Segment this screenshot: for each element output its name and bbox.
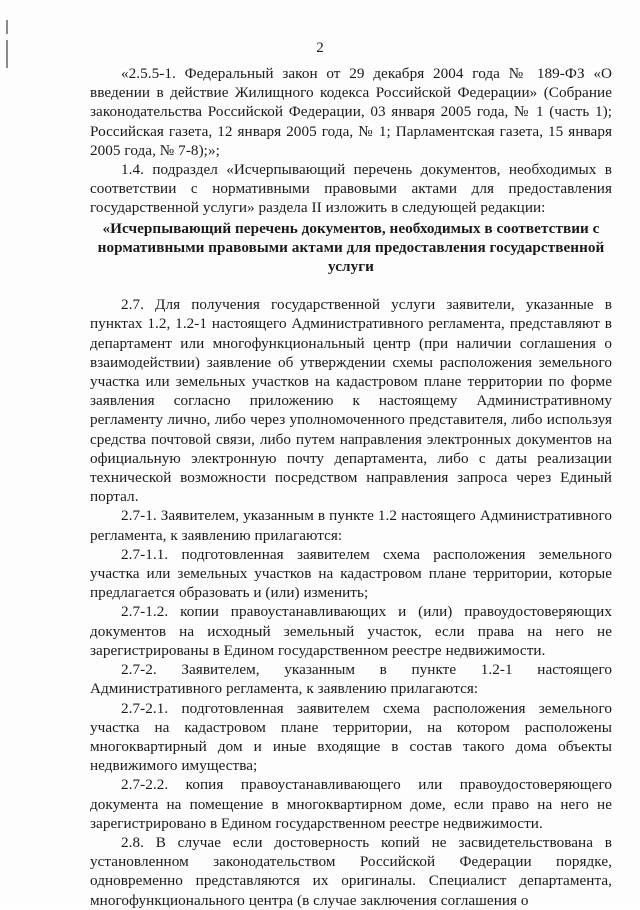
paragraph-2-7-1-2: 2.7-1.2. копии правоустанавливающих и (или) правоудостоверяющих документов на исходный земельный участок, если права на него не зарегистрированы в Едином государственном реестре недвижимости.	[90, 603, 612, 659]
paragraph-1-4: 1.4. подраздел «Исчерпывающий перечень документов, необходимых в соответствии с нормативными правовыми актами для предоставления государственной услуги» раздела II изложить в следующей редакции:	[90, 161, 612, 217]
paragraph-2-7-2: 2.7-2. Заявителем, указанным в пункте 1.2-1 настоящего Административного регламента, к заявлению прилагаются:	[90, 661, 612, 698]
section-heading: «Исчерпывающий перечень документов, необходимых в соответствии с нормативными правовыми актами для предоставления государственной услуги	[97, 219, 605, 276]
paragraph-2-7-2-2: 2.7-2.2. копия правоустанавливающего или правоудостоверяющего документа на помещение в многоквартирном доме, если право на него не зарегистрировано в Едином государственном реестре недвижимости.	[90, 776, 612, 832]
paragraph-2-5-5-1: «2.5.5-1. Федеральный закон от 29 декабря 2004 года № 189-ФЗ «О введении в действие Жилищного кодекса Российской Федерации» (Собрание законодательства Российской Федерации, 03 января 2005 года, № 1 (часть 1); Российская газета, 12 января 2005 года, № 1; Парламентская газета, 15 января 2005 года, № 7-8);»;	[90, 65, 612, 159]
document-body	[90, 64, 612, 910]
paragraph-2-7: 2.7. Для получения государственной услуги заявители, указанные в пунктах 1.2, 1.2-1 настоящего Административного регламента, представляют в департамент или многофункциональный центр (при наличии соглашения о взаимодействии) заявление об утверждении схемы расположения земельного участка или земельных участков на кадастровом плане территории по форме заявления согласно приложению к настоящему Административному регламенту лично, либо через уполномоченного представителя, либо используя средства почтовой связи, либо путем направления электронных документов на официальную электронную почту департамента, либо с даты реализации технической возможности посредством направления запроса через Единый портал.	[90, 296, 612, 506]
paragraph-2-8: 2.8. В случае если достоверность копий не засвидетельствована в установленном законодательством Российской Федерации порядке, одновременно представляются их оригиналы. Специалист департамента, многофункционального центра (в случае заключения соглашения о	[90, 833, 612, 909]
page-number: 2	[316, 40, 324, 56]
paragraph-2-7-1: 2.7-1. Заявителем, указанным в пункте 1.2 настоящего Административного регламента, к заявлению прилагаются:	[90, 507, 612, 544]
scan-edge-mark	[6, 20, 8, 34]
paragraph-2-7-2-1: 2.7-2.1. подготовленная заявителем схема расположения земельного участка на кадастровом плане территории, на котором расположены многоквартирный дом и иные входящие в состав такого дома объекты недвижимого имущества;	[90, 699, 612, 775]
paragraph-2-7-1-1: 2.7-1.1. подготовленная заявителем схема расположения земельного участка или земельных участков на кадастровом плане территории, которые предлагается образовать и (или) изменить;	[90, 545, 612, 602]
